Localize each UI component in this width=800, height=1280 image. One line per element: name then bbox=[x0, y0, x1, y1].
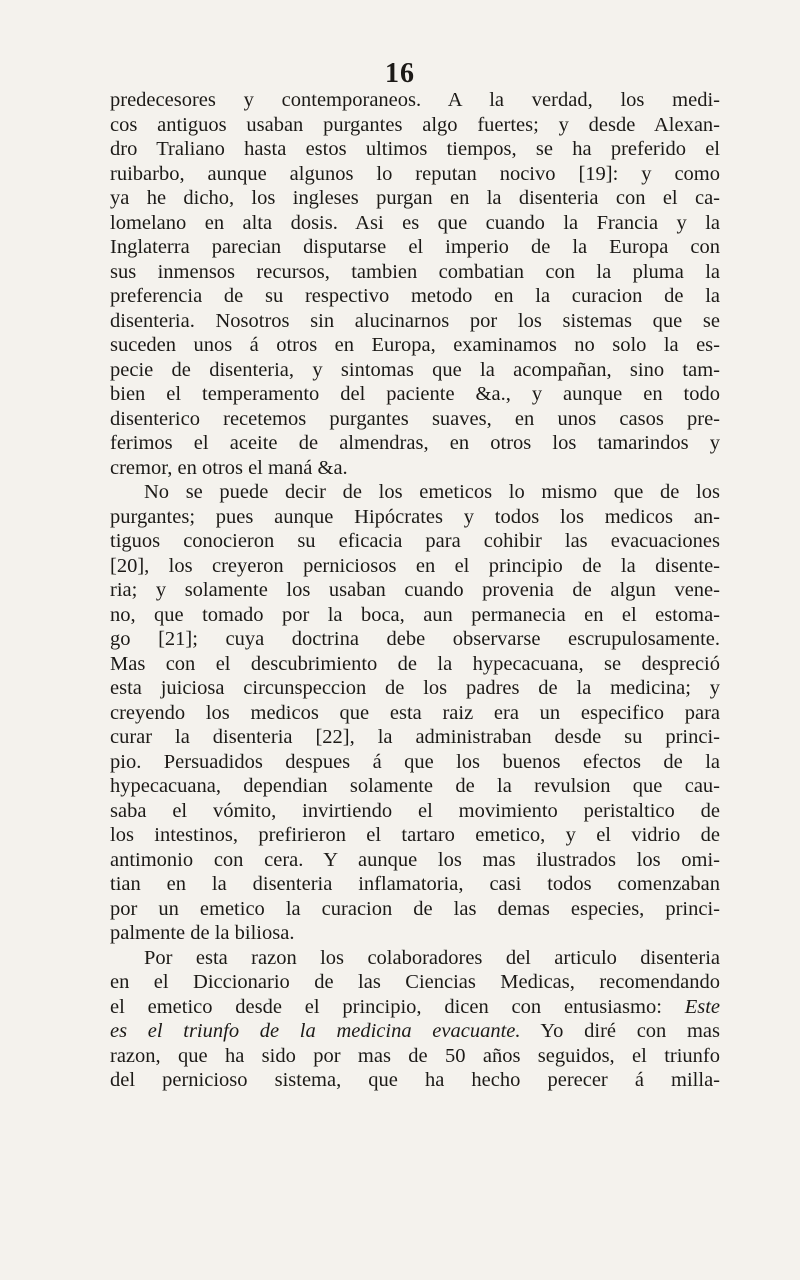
text-line bbox=[110, 1019, 720, 1044]
text-line bbox=[110, 774, 720, 799]
text-line-content: Por esta razon los colaboradores del articulo disenteria bbox=[144, 946, 720, 969]
text-line bbox=[110, 652, 720, 677]
text-line-content: no, que tomado por la boca, aun permanecia en el estoma- bbox=[110, 603, 720, 626]
text-line-content: del pernicioso sistema, que ha hecho perecer á milla- bbox=[110, 1069, 720, 1091]
text-line-content: creyendo los medicos que esta raiz era un especifico para bbox=[110, 701, 720, 724]
text-line-content: pio. Persuadidos despues á que los buenos efectos de la bbox=[110, 750, 720, 773]
text-line-content: cremor, en otros el maná &a. bbox=[110, 456, 348, 479]
text-line-content: dro Traliano hasta estos ultimos tiempos, se ha preferido el bbox=[110, 138, 720, 160]
text-line bbox=[110, 872, 720, 897]
text-line bbox=[110, 603, 720, 628]
text-line-tail: Yo diré con mas bbox=[520, 1020, 720, 1042]
page-number: 16 bbox=[385, 58, 415, 89]
text-line bbox=[110, 627, 720, 652]
text-line bbox=[110, 382, 720, 407]
text-line bbox=[110, 162, 720, 187]
text-line bbox=[110, 88, 720, 113]
text-line bbox=[110, 725, 720, 750]
text-line bbox=[110, 701, 720, 726]
text-line-content: pecie de disenteria, y sintomas que la acompañan, sino tam- bbox=[110, 358, 720, 381]
text-line-content: cos antiguos usaban purgantes algo fuertes; y desde Alexan- bbox=[110, 113, 720, 136]
text-line-content: [20], los creyeron perniciosos en el principio de la disente- bbox=[110, 554, 720, 577]
text-line bbox=[110, 333, 720, 358]
text-line-content: hypecacuana, dependian solamente de la revulsion que cau- bbox=[110, 775, 720, 797]
text-line bbox=[110, 554, 720, 579]
text-line-content: disenteria. Nosotros sin alucinarnos por los sistemas que se bbox=[110, 309, 720, 332]
text-line bbox=[110, 848, 720, 873]
text-line-content: suceden unos á otros en Europa, examinamos no solo la es- bbox=[110, 334, 720, 356]
text-line bbox=[110, 480, 720, 505]
text-line-content: Mas con el descubrimiento de la hypecacuana, se despreció bbox=[110, 652, 720, 675]
text-line-content: bien el temperamento del paciente &a., y aunque en todo bbox=[110, 383, 720, 405]
body-text bbox=[110, 88, 720, 1093]
text-line bbox=[110, 113, 720, 138]
text-line-content: preferencia de su respectivo metodo en la curacion de la bbox=[110, 285, 720, 307]
text-line bbox=[110, 505, 720, 530]
text-line bbox=[110, 823, 720, 848]
text-line bbox=[110, 799, 720, 824]
text-line-content: go [21]; cuya doctrina debe observarse escrupulosamente. bbox=[110, 628, 720, 650]
text-line bbox=[110, 995, 720, 1020]
text-line bbox=[110, 970, 720, 995]
text-line-content: los intestinos, prefirieron el tartaro emetico, y el vidrio de bbox=[110, 824, 720, 846]
text-line-content: Inglaterra parecian disputarse el imperio de la Europa con bbox=[110, 236, 720, 258]
text-line-content: ferimos el aceite de almendras, en otros los tamarindos y bbox=[110, 432, 720, 454]
text-line-content: tian en la disenteria inflamatoria, casi todos comenzaban bbox=[110, 873, 720, 895]
text-line bbox=[110, 1044, 720, 1069]
text-line-content: saba el vómito, invirtiendo el movimiento peristaltico de bbox=[110, 799, 720, 822]
text-line bbox=[110, 235, 720, 260]
text-line bbox=[110, 676, 720, 701]
italic-quote: Este bbox=[684, 995, 720, 1018]
text-line-content: ya he dicho, los ingleses purgan en la disenteria con el ca- bbox=[110, 187, 720, 209]
text-line bbox=[110, 897, 720, 922]
text-line-content: predecesores y contemporaneos. A la verdad, los medi- bbox=[110, 89, 720, 111]
text-line bbox=[110, 186, 720, 211]
text-line-content: disenterico recetemos purgantes suaves, en unos casos pre- bbox=[110, 407, 720, 430]
text-line bbox=[110, 358, 720, 383]
text-line-content: curar la disenteria [22], la administraban desde su princi- bbox=[110, 726, 720, 748]
text-line-content: por un emetico la curacion de las demas especies, princi- bbox=[110, 897, 720, 920]
text-line bbox=[110, 211, 720, 236]
text-line bbox=[110, 456, 720, 481]
text-line bbox=[110, 750, 720, 775]
text-line bbox=[110, 578, 720, 603]
text-line-content: ria; y solamente los usaban cuando provenia de algun vene- bbox=[110, 579, 720, 601]
text-line-content: sus inmensos recursos, tambien combatian con la pluma la bbox=[110, 260, 720, 283]
text-line bbox=[110, 431, 720, 456]
text-line-content: esta juiciosa circunspeccion de los padres de la medicina; y bbox=[110, 677, 720, 699]
text-line-content: el emetico desde el principio, dicen con entusiasmo: bbox=[110, 995, 662, 1018]
text-line-content: antimonio con cera. Y aunque los mas ilustrados los omi- bbox=[110, 848, 720, 871]
text-line-content: palmente de la biliosa. bbox=[110, 922, 295, 944]
text-line-content: ruibarbo, aunque algunos lo reputan nocivo [19]: y como bbox=[110, 162, 720, 185]
text-line bbox=[110, 529, 720, 554]
text-line bbox=[110, 407, 720, 432]
text-line bbox=[110, 284, 720, 309]
text-line bbox=[110, 260, 720, 285]
text-line bbox=[110, 921, 720, 946]
text-line-content: lomelano en alta dosis. Asi es que cuando la Francia y la bbox=[110, 211, 720, 234]
text-line bbox=[110, 946, 720, 971]
italic-quote: es el triunfo de la medicina evacuante. bbox=[110, 1020, 521, 1042]
text-line-content: No se puede decir de los emeticos lo mismo que de los bbox=[144, 481, 720, 503]
text-line-content: purgantes; pues aunque Hipócrates y todos los medicos an- bbox=[110, 505, 720, 528]
text-line-content: razon, que ha sido por mas de 50 años seguidos, el triunfo bbox=[110, 1044, 720, 1067]
text-line-content: tiguos conocieron su eficacia para cohibir las evacuaciones bbox=[110, 530, 720, 552]
text-line bbox=[110, 1068, 720, 1093]
text-line bbox=[110, 137, 720, 162]
text-line-content: en el Diccionario de las Ciencias Medicas, recomendando bbox=[110, 971, 720, 993]
text-line bbox=[110, 309, 720, 334]
